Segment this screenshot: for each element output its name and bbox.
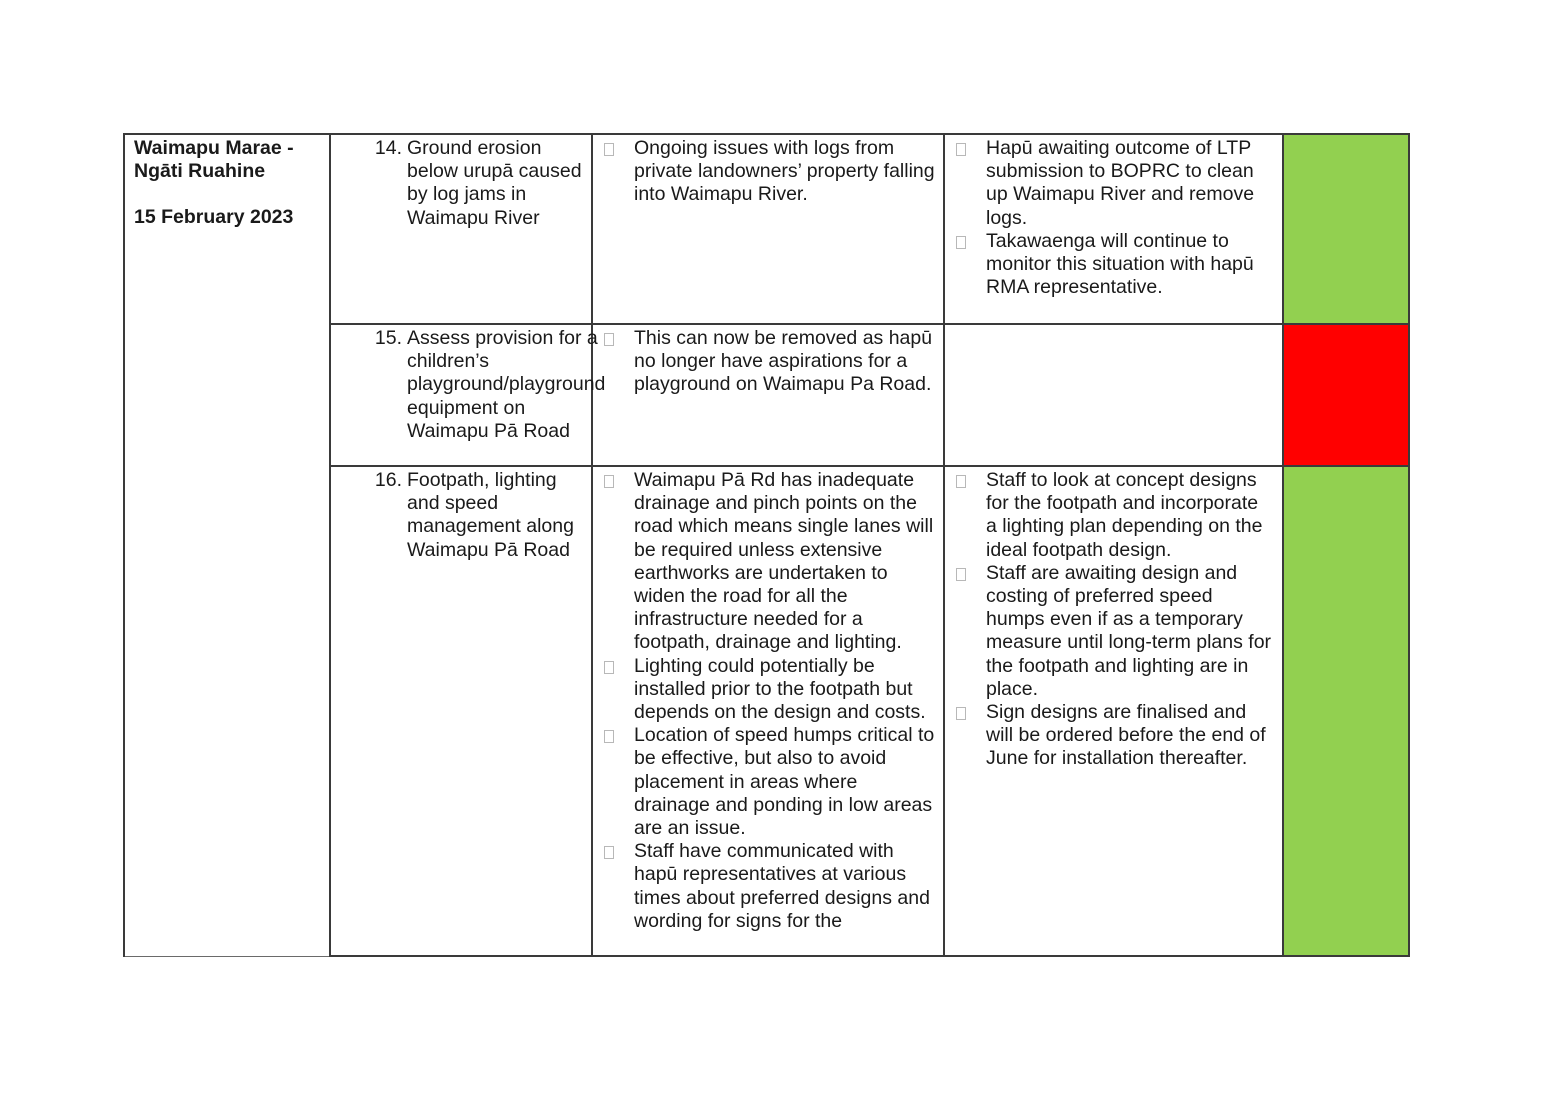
list-item: [593, 469, 935, 655]
checkbox-bullet-icon: [945, 701, 986, 771]
list-item: [945, 137, 1274, 230]
checkbox-bullet-icon: [945, 230, 986, 300]
issue-cell: [330, 324, 606, 466]
actions-cell: [944, 324, 1283, 466]
action-text: Takawaenga will continue to monitor this situation with hapū RMA representative.: [986, 229, 1254, 299]
actions-cell: [944, 466, 1283, 956]
status-indicator-red: [1283, 324, 1409, 466]
action-text: Sign designs are finalised and will be ordered before the end of June for installation thereafter.: [986, 701, 1266, 770]
comment-text: This can now be removed as hapū no longer have aspirations for a playground on Waimapu Pa Road.: [634, 327, 933, 396]
list-item: [945, 230, 1274, 300]
action-text: Staff are awaiting design and costing of preferred speed humps even if as a temporary measure until long-term plans for the footpath and lighting are in place.: [986, 561, 1272, 700]
issue-number: 14.: [374, 137, 402, 159]
list-item: [593, 137, 935, 207]
marae-name-line1: Waimapu Marae -: [134, 137, 294, 159]
issue-text: Footpath, lighting and speed management along Waimapu Pā Road: [407, 469, 574, 561]
comments-cell: [592, 466, 944, 956]
checkbox-bullet-icon: [593, 327, 634, 397]
list-item: [593, 655, 935, 725]
action-text: Hapū awaiting outcome of LTP submission to BOPRC to clean up Waimapu River and remove logs.: [986, 137, 1255, 229]
checkbox-bullet-icon: [945, 562, 986, 701]
comment-text: Location of speed humps critical to be effective, but also to avoid placement in areas where drainage and ponding in low areas are an issue.: [634, 724, 935, 840]
checkbox-bullet-icon: [593, 469, 634, 655]
comment-text: Lighting could potentially be installed prior to the footpath but depends on the design and costs.: [634, 654, 926, 724]
checkbox-bullet-icon: [945, 137, 986, 230]
checkbox-bullet-icon: [593, 840, 634, 933]
comments-cell: [592, 324, 944, 466]
checkbox-bullet-icon: [593, 724, 634, 840]
list-item: [593, 327, 935, 397]
meeting-date: 15 February 2023: [134, 206, 294, 229]
issue-text: Assess provision for a children’s playground/playground equipment on Waimapu Pā Road: [407, 327, 606, 442]
marae-name-line2: Ngāti Ruahine: [134, 160, 266, 183]
issue-cell: [330, 466, 592, 956]
status-indicator-green: [1283, 134, 1409, 324]
issue-text: Ground erosion below urupā caused by log jams in Waimapu River: [407, 137, 582, 229]
list-item: [945, 701, 1274, 771]
issue-number: 15.: [374, 327, 402, 349]
status-indicator-green: [1283, 466, 1409, 956]
checkbox-bullet-icon: [945, 469, 986, 562]
comments-cell: [592, 134, 944, 324]
issue-cell: [330, 134, 592, 324]
comment-text: Staff have communicated with hapū representatives at various times about preferred designs and wording for signs for the: [634, 840, 930, 932]
checkbox-bullet-icon: [593, 137, 634, 207]
comment-text: Ongoing issues with logs from private landowners’ property falling into Waimapu River.: [634, 137, 935, 206]
checkbox-bullet-icon: [593, 655, 634, 725]
marae-cell: [124, 134, 330, 956]
list-item: [945, 469, 1274, 562]
table-row: [124, 134, 1409, 324]
marae-issues-table: [123, 133, 1410, 957]
comment-text: Waimapu Pā Rd has inadequate drainage and pinch points on the road which means single lanes will be required unless extensive earthworks are undertaken to widen the road for all the infrastructure needed for a footpath, drainage and lighting.: [634, 469, 934, 654]
list-item: [945, 562, 1274, 701]
list-item: [593, 724, 935, 840]
action-text: Staff to look at concept designs for the footpath and incorporate a lighting plan depending on the ideal footpath design.: [986, 469, 1263, 561]
list-item: [593, 840, 935, 933]
actions-cell: [944, 134, 1283, 324]
issue-number: 16.: [374, 469, 402, 491]
